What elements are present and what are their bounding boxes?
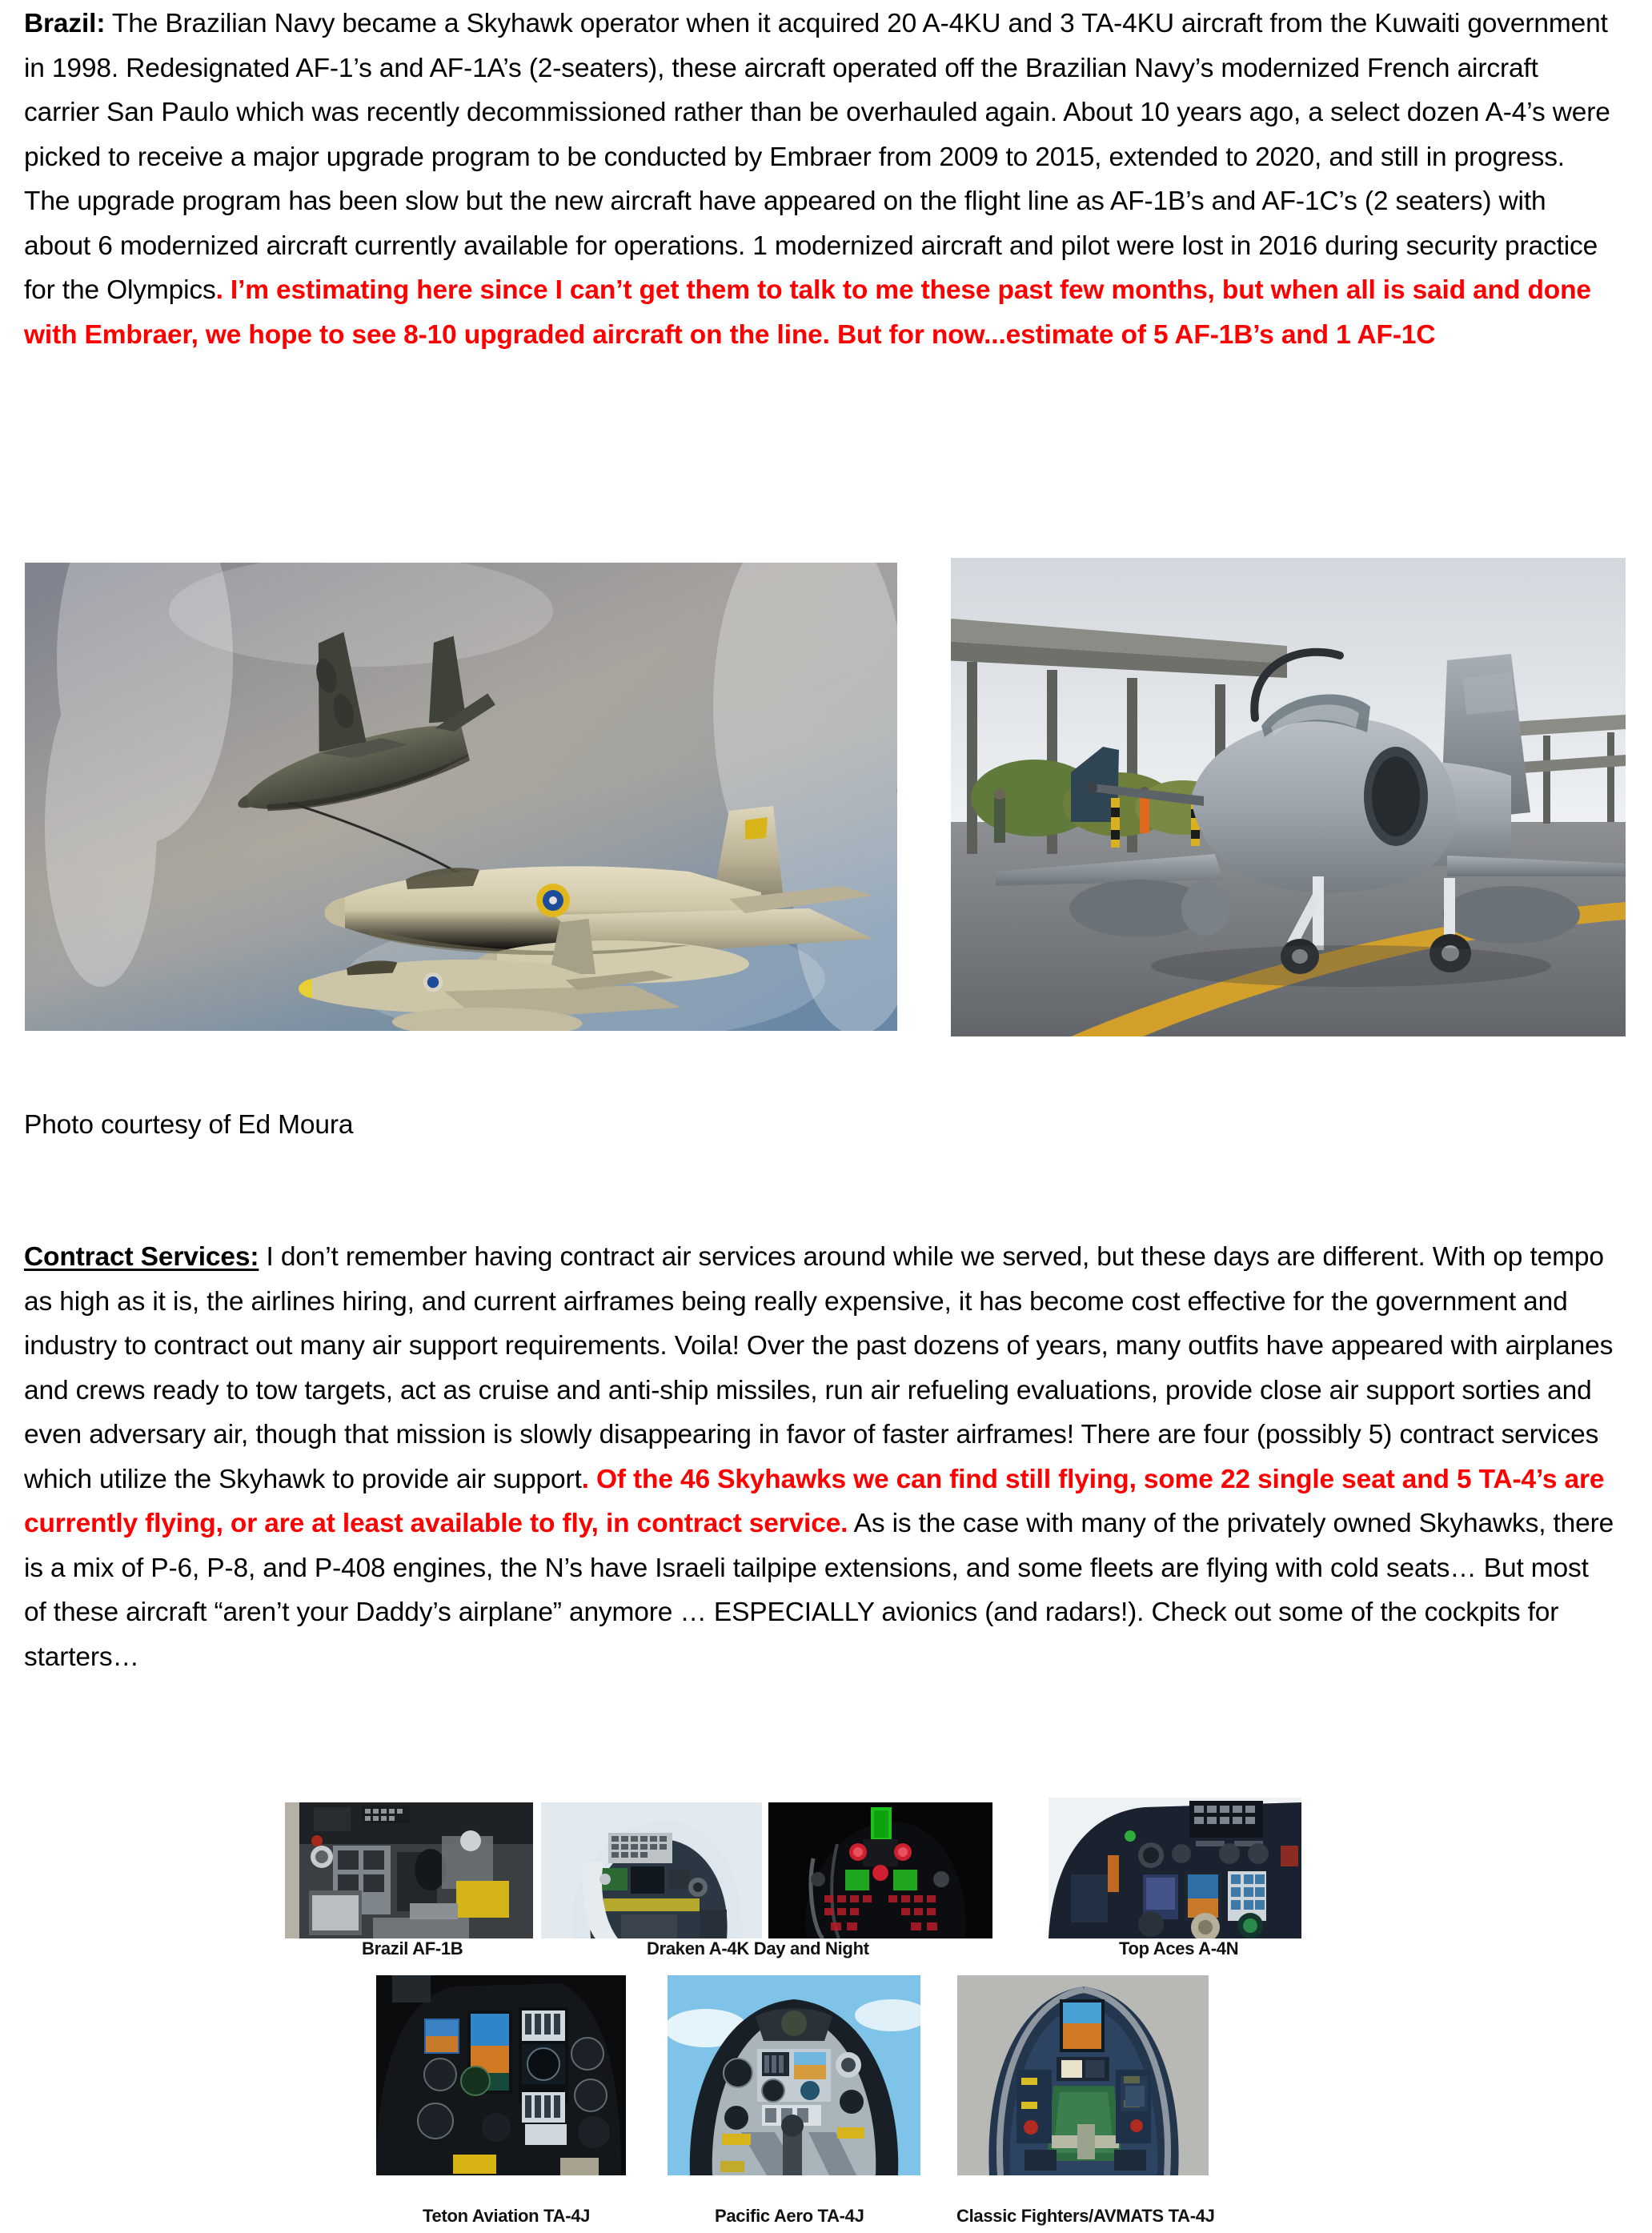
cockpit-thumb-top-aces-a4n xyxy=(1049,1798,1301,1938)
photo-brazil-af1b-taxi xyxy=(951,558,1626,1036)
cockpit-captions-bottom xyxy=(0,2206,1652,2233)
cockpit-classic-fighters-art xyxy=(957,1975,1209,2175)
cockpit-brazil-af1b-art xyxy=(285,1802,533,1938)
caption-teton-ta4j: Teton Aviation TA-4J xyxy=(423,2206,591,2226)
cockpit-teton-art xyxy=(376,1975,626,2175)
cockpit-top-aces-art xyxy=(1049,1798,1301,1938)
brazil-body-red: . I’m estimating here since I can’t get them to talk to me these past few months, but when all is said and done with Embraer, we hope to see 8-10 upgraded aircraft on the line. But for now...estimate of 5 AF-1B’s and 1 AF-1C xyxy=(24,275,1591,350)
section-brazil xyxy=(24,2,1617,357)
aerial-refueling-illustration xyxy=(25,563,897,1031)
caption-pacific-aero-ta4j: Pacific Aero TA-4J xyxy=(715,2206,864,2226)
af1b-taxi-illustration xyxy=(951,558,1626,1036)
contract-heading-label: Contract Services: xyxy=(24,1242,259,1272)
cockpit-draken-night-art xyxy=(768,1802,992,1938)
section-contract-services xyxy=(24,1235,1617,1679)
photo-credit xyxy=(24,1103,984,1148)
caption-classic-fighters-ta4j: Classic Fighters/AVMATS TA-4J xyxy=(956,2206,1215,2226)
caption-draken-a4k: Draken A-4K Day and Night xyxy=(647,1938,869,1958)
cockpit-thumb-teton-ta4j xyxy=(376,1975,626,2175)
cockpit-row-bottom xyxy=(0,1970,1652,2203)
cockpit-thumb-pacific-aero-ta4j xyxy=(668,1975,920,2175)
brazil-body-black: The Brazilian Navy became a Skyhawk operator when it acquired 20 A-4KU and 3 TA-4KU aircraft from the Kuwaiti government in 1998. Redesignated AF-1’s and AF-1A’s (2-seaters), these aircraft operated off the Brazilian Navy’s modernized French aircraft carrier San Paulo which was recently decommissioned rather than be overhauled again. About 10 years ago, a select dozen A-4’s were picked to receive a major upgrade program to be conducted by Embraer from 2009 to 2015, extended to 2020, and still in progress. The upgrade program has been slow but the new aircraft have appeared on the flight line as AF-1B’s and AF-1C’s (2 seaters) with about 6 modernized aircraft currently available for operations. 1 modernized aircraft and pilot were lost in 2016 during security practice for the Olympics xyxy=(24,9,1610,305)
cockpit-thumb-brazil-af1b xyxy=(285,1802,533,1938)
cockpit-captions-top xyxy=(0,1938,1652,1966)
cockpit-thumb-draken-night xyxy=(768,1802,992,1938)
main-photo-row xyxy=(0,558,1652,1038)
caption-top-aces-a4n: Top Aces A-4N xyxy=(1119,1938,1239,1958)
contract-paragraph xyxy=(24,1235,1617,1679)
photo-brazil-af1-aerial-refueling xyxy=(25,563,897,1031)
contract-body-red: . Of the 46 Skyhawks we can find still flying, some 22 single seat and 5 TA-4’s are currently flying, or are at least available to fly, in contract service. xyxy=(24,1464,1605,1538)
photo-credit-text: Photo courtesy of Ed Moura xyxy=(24,1110,354,1140)
brazil-heading-label: Brazil: xyxy=(24,9,106,38)
cockpit-draken-day-art xyxy=(541,1802,762,1938)
cockpit-thumb-classic-fighters-ta4j xyxy=(957,1975,1209,2175)
cockpit-thumb-draken-day xyxy=(541,1802,762,1938)
brazil-paragraph xyxy=(24,2,1617,357)
contract-body-black-1: I don’t remember having contract air services around while we served, but these days are different. With op tempo as high as it is, the airlines hiring, and current airframes being really expensive, it has become cost effective for the government and industry to contract out many air support requirements. Voila! Over the past dozens of years, many outfits have appeared with airplanes and crews ready to tow targets, act as cruise and anti-ship missiles, run air refueling evaluations, provide close air support sorties and even adversary air, though that mission is slowly disappearing in favor of faster airframes! There are four (possibly 5) contract services which utilize the Skyhawk to provide air support xyxy=(24,1242,1614,1494)
caption-brazil-af1b: Brazil AF-1B xyxy=(362,1938,463,1958)
cockpit-pacific-aero-art xyxy=(668,1975,920,2175)
cockpit-row-top xyxy=(0,1793,1652,1937)
contract-body-black-2: As is the case with many of the privately owned Skyhawks, there is a mix of P-6, P-8, and P-408 engines, the N’s have Israeli tailpipe extensions, and some fleets are flying with cold seats… But most of these aircraft “aren’t your Daddy’s airplane” anymore … ESPECIALLY avionics (and radars!). Check out some of the cockpits for starters… xyxy=(24,1509,1614,1672)
